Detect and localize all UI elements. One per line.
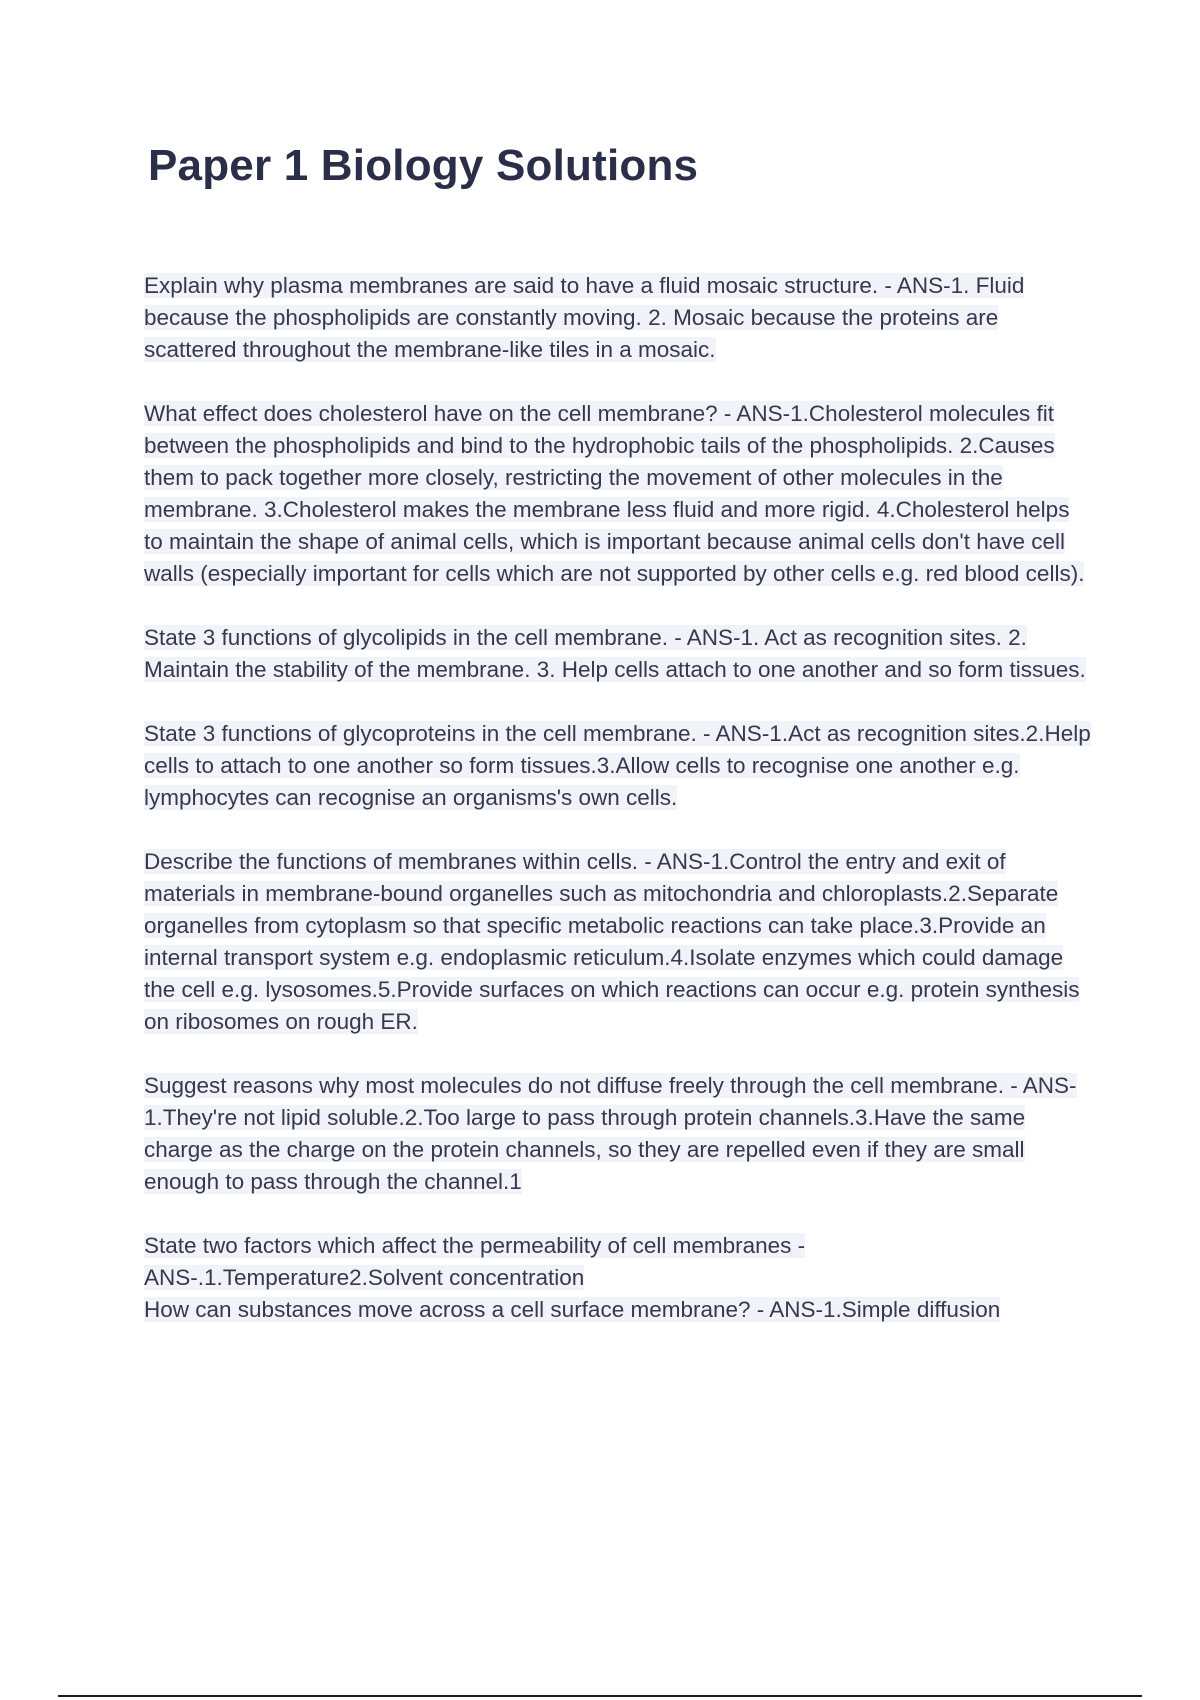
qa-entry — [144, 1230, 1094, 1294]
qa-entry — [144, 718, 1094, 814]
qa-entry — [144, 1070, 1094, 1198]
qa-text: State 3 functions of glycolipids in the cell membrane. - ANS-1. Act as recognition sites. 2. Maintain the stability of the membrane. 3. Help cells attach to one another and so form tissues. — [144, 625, 1086, 682]
qa-text: State two factors which affect the permeability of cell membranes - ANS-.1.Temperature2.Solvent concentration — [144, 1233, 806, 1290]
qa-entry — [144, 846, 1094, 1038]
qa-text: State 3 functions of glycoproteins in the cell membrane. - ANS-1.Act as recognition sites.2.Help cells to attach to one another so form tissues.3.Allow cells to recognise one another e.g. lymphocytes can recognise an organisms's own cells. — [144, 721, 1091, 810]
qa-text: What effect does cholesterol have on the cell membrane? - ANS-1.Cholesterol molecules fit between the phospholipids and bind to the hydrophobic tails of the phospholipids. 2.Causes them to pack together more closely, restricting the movement of other molecules in the membrane. 3.Cholesterol makes the membrane less fluid and more rigid. 4.Cholesterol helps to maintain the shape of animal cells, which is important because animal cells don't have cell walls (especially important for cells which are not supported by other cells e.g. red blood cells). — [144, 401, 1085, 586]
qa-entry — [144, 622, 1094, 686]
qa-entry — [144, 1294, 1094, 1326]
qa-entry — [144, 398, 1094, 590]
qa-list — [144, 270, 1094, 1358]
qa-text: How can substances move across a cell surface membrane? - ANS-1.Simple diffusion — [144, 1297, 1001, 1322]
footer-divider — [58, 1695, 1142, 1697]
qa-text: Suggest reasons why most molecules do not diffuse freely through the cell membrane. - ANS-1.They're not lipid soluble.2.Too large to pass through protein channels.3.Have the same charge as the charge on the protein channels, so they are repelled even if they are small enough to pass through the channel.1 — [144, 1073, 1077, 1194]
qa-text: Explain why plasma membranes are said to have a fluid mosaic structure. - ANS-1. Fluid because the phospholipids are constantly moving. 2. Mosaic because the proteins are scattered throughout the membrane-like tiles in a mosaic. — [144, 273, 1025, 362]
page-title: Paper 1 Biology Solutions — [148, 141, 699, 190]
qa-text: Describe the functions of membranes within cells. - ANS-1.Control the entry and exit of materials in membrane-bound organelles such as mitochondria and chloroplasts.2.Separate organelles from cytoplasm so that specific metabolic reactions can take place.3.Provide an internal transport system e.g. endoplasmic reticulum.4.Isolate enzymes which could damage the cell e.g. lysosomes.5.Provide surfaces on which reactions can occur e.g. protein synthesis on ribosomes on rough ER. — [144, 849, 1080, 1034]
qa-entry — [144, 270, 1094, 366]
